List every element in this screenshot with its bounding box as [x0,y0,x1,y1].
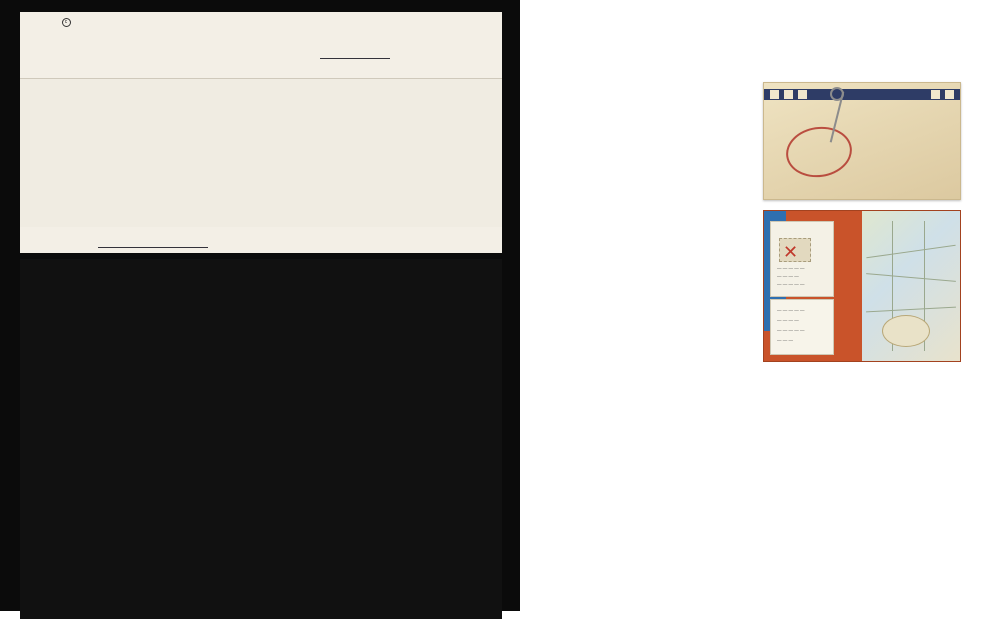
card-top-band [764,89,960,100]
right-page [520,0,1000,611]
band-square-1 [770,90,779,99]
contact-sheet-group [20,12,502,598]
press-documents-collage [763,210,961,362]
map-line-3 [866,307,956,313]
map-line-1 [866,245,955,259]
contact-sheet-header [20,12,502,79]
band-square-5 [931,90,940,99]
visa-oval-stamp [882,315,930,347]
card-red-seal [783,123,855,182]
contact-sheet-bottom [20,259,502,619]
safety-pin-head-icon [830,87,844,101]
map-line-2 [866,273,956,282]
sheet-divider-notes [20,227,502,253]
contact-sheet-top [20,12,502,227]
underline-rule-2 [98,247,208,248]
underline-rule [320,58,390,59]
copyright-icon: c [62,18,71,27]
x-mark-icon: ✕ [783,242,799,262]
band-square-2 [784,90,793,99]
magnum-stamp [28,18,106,27]
article-title [580,30,586,42]
band-square-4 [945,90,954,99]
film-strips-bottom [20,259,502,263]
document-card-2: — — — — — — — — — — — — — — — — — [770,299,834,355]
iran-entry-card [763,82,961,200]
document-card-1: ✕ — — — — — — — — — — — — — — [770,221,834,297]
band-square-3 [798,90,807,99]
